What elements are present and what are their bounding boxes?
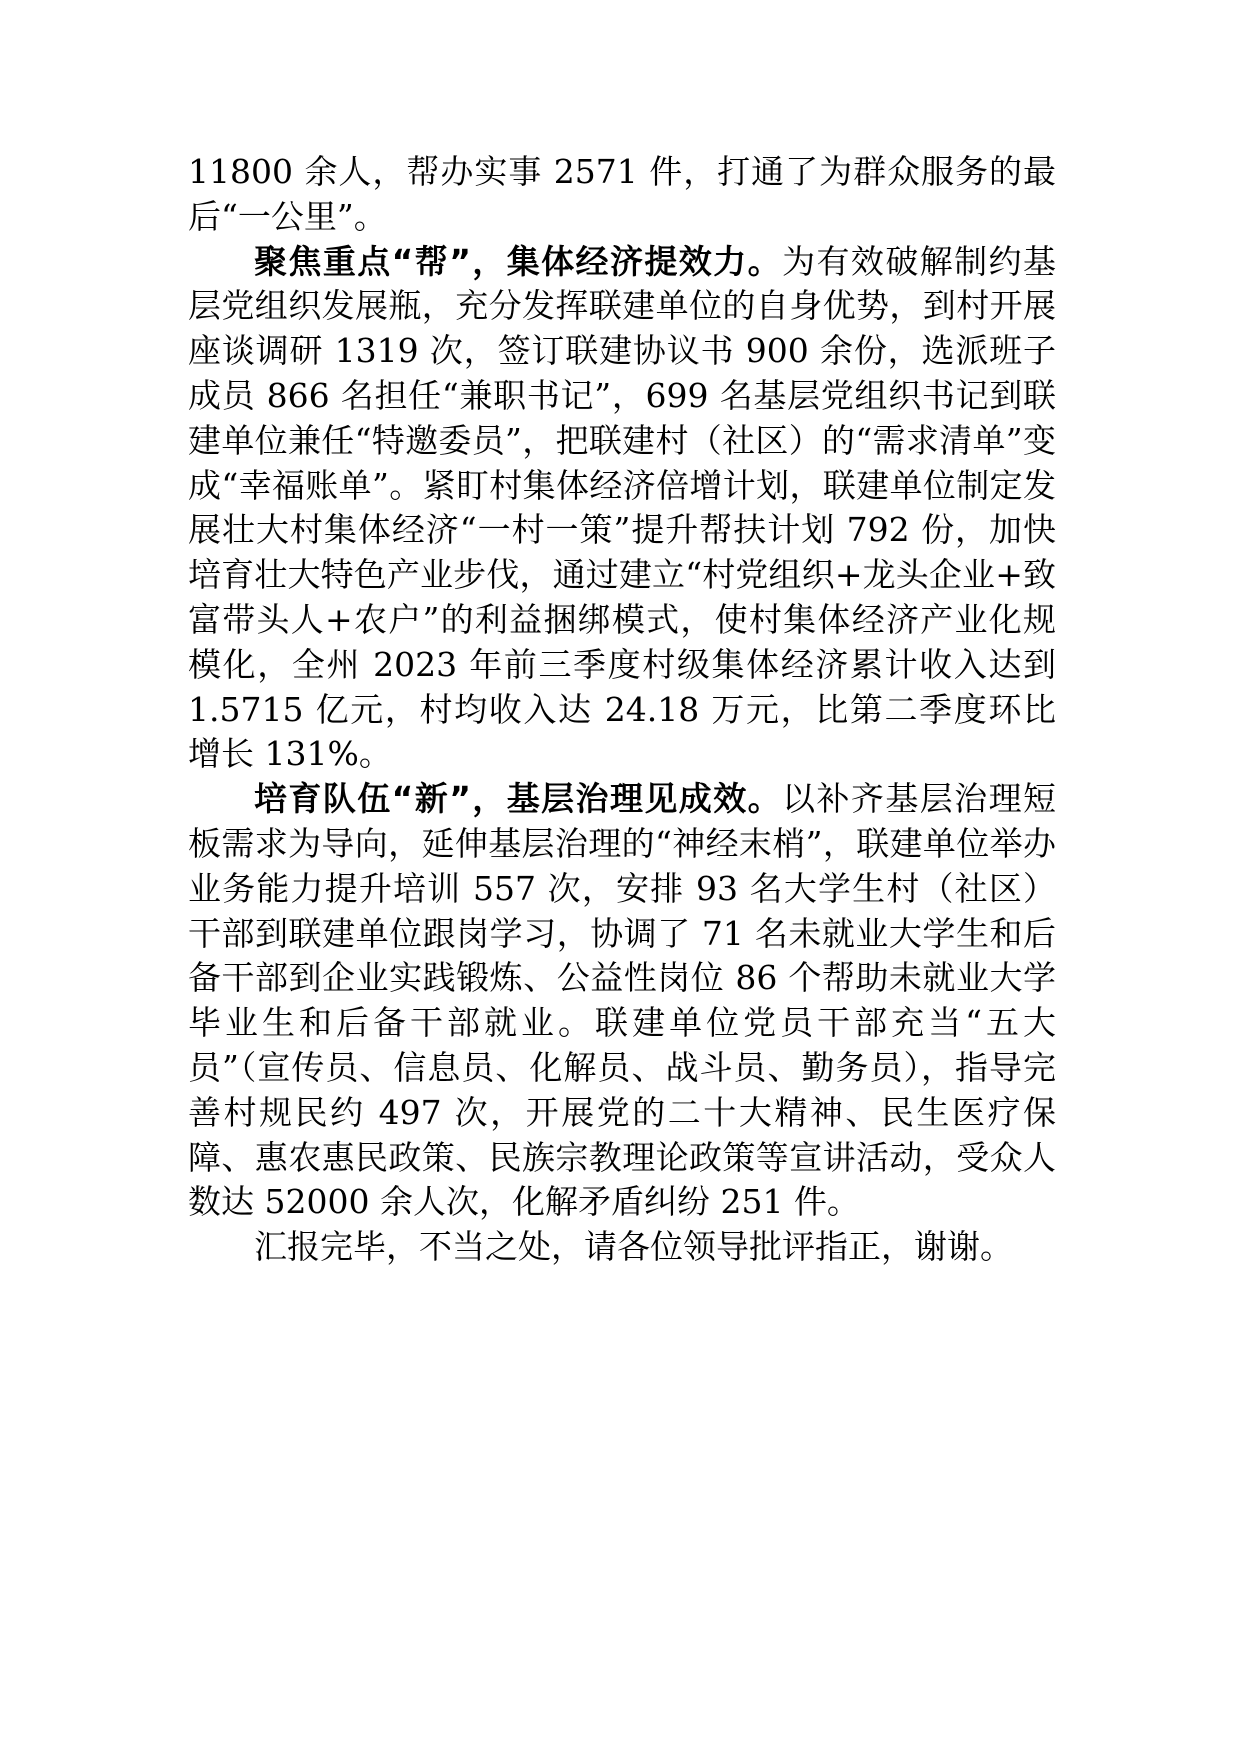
paragraph-grassroots-governance bbox=[188, 777, 1056, 1225]
paragraph-collective-economy bbox=[188, 240, 1056, 778]
paragraph-text: 为有效破解制约基层党组织发展瓶，充分发挥联建单位的自身优势，到村开展座谈调研 1319 次，签订联建协议书 900 余份，选派班子成员 866 名担任“兼职书记”，699 名基层党组织书记到联建单位兼任“特邀委员”，把联建村（社区）的“需求清单”变成“幸福账单”。紧盯村集体经济倍增计划，联建单位制定发展壮大村集体经济“一村一策”提升帮扶计划 792 份，加快培育壮大特色产业步伐，通过建立“村党组织+龙头企业+致富带头人+农户”的利益捆绑模式，使村集体经济产业化规模化，全州 2023 年前三季度村级集体经济累计收入达到 1.5715 亿元，村均收入达 24.18 万元，比第二季度环比增长 131%。 bbox=[188, 241, 1056, 774]
document-body bbox=[188, 150, 1056, 1270]
paragraph-closing bbox=[188, 1225, 1056, 1270]
paragraph-text: 汇报完毕，不当之处，请各位领导批评指正，谢谢。 bbox=[254, 1227, 1013, 1267]
paragraph-heading: 培育队伍“新”，基层治理见成效。 bbox=[254, 779, 783, 819]
paragraph-continuation bbox=[188, 150, 1056, 240]
paragraph-text: 11800 余人，帮办实事 2571 件，打通了为群众服务的最后“一公里”。 bbox=[188, 152, 1056, 236]
paragraph-text: 以补齐基层治理短板需求为导向，延伸基层治理的“神经末梢”，联建单位举办业务能力提升培训 557 次，安排 93 名大学生村（社区）干部到联建单位跟岗学习，协调了 71 名未就业大学生和后备干部到企业实践锻炼、公益性岗位 86 个帮助未就业大学毕业生和后备干部就业。联建单位党员干部充当“五大员”（宣传员、信息员、化解员、战斗员、勤务员），指导完善村规民约 497 次，开展党的二十大精神、民生医疗保障、惠农惠民政策、民族宗教理论政策等宣讲活动，受众人数达 52000 余人次，化解矛盾纠纷 251 件。 bbox=[188, 779, 1056, 1222]
paragraph-heading: 聚焦重点“帮”，集体经济提效力。 bbox=[254, 241, 783, 281]
